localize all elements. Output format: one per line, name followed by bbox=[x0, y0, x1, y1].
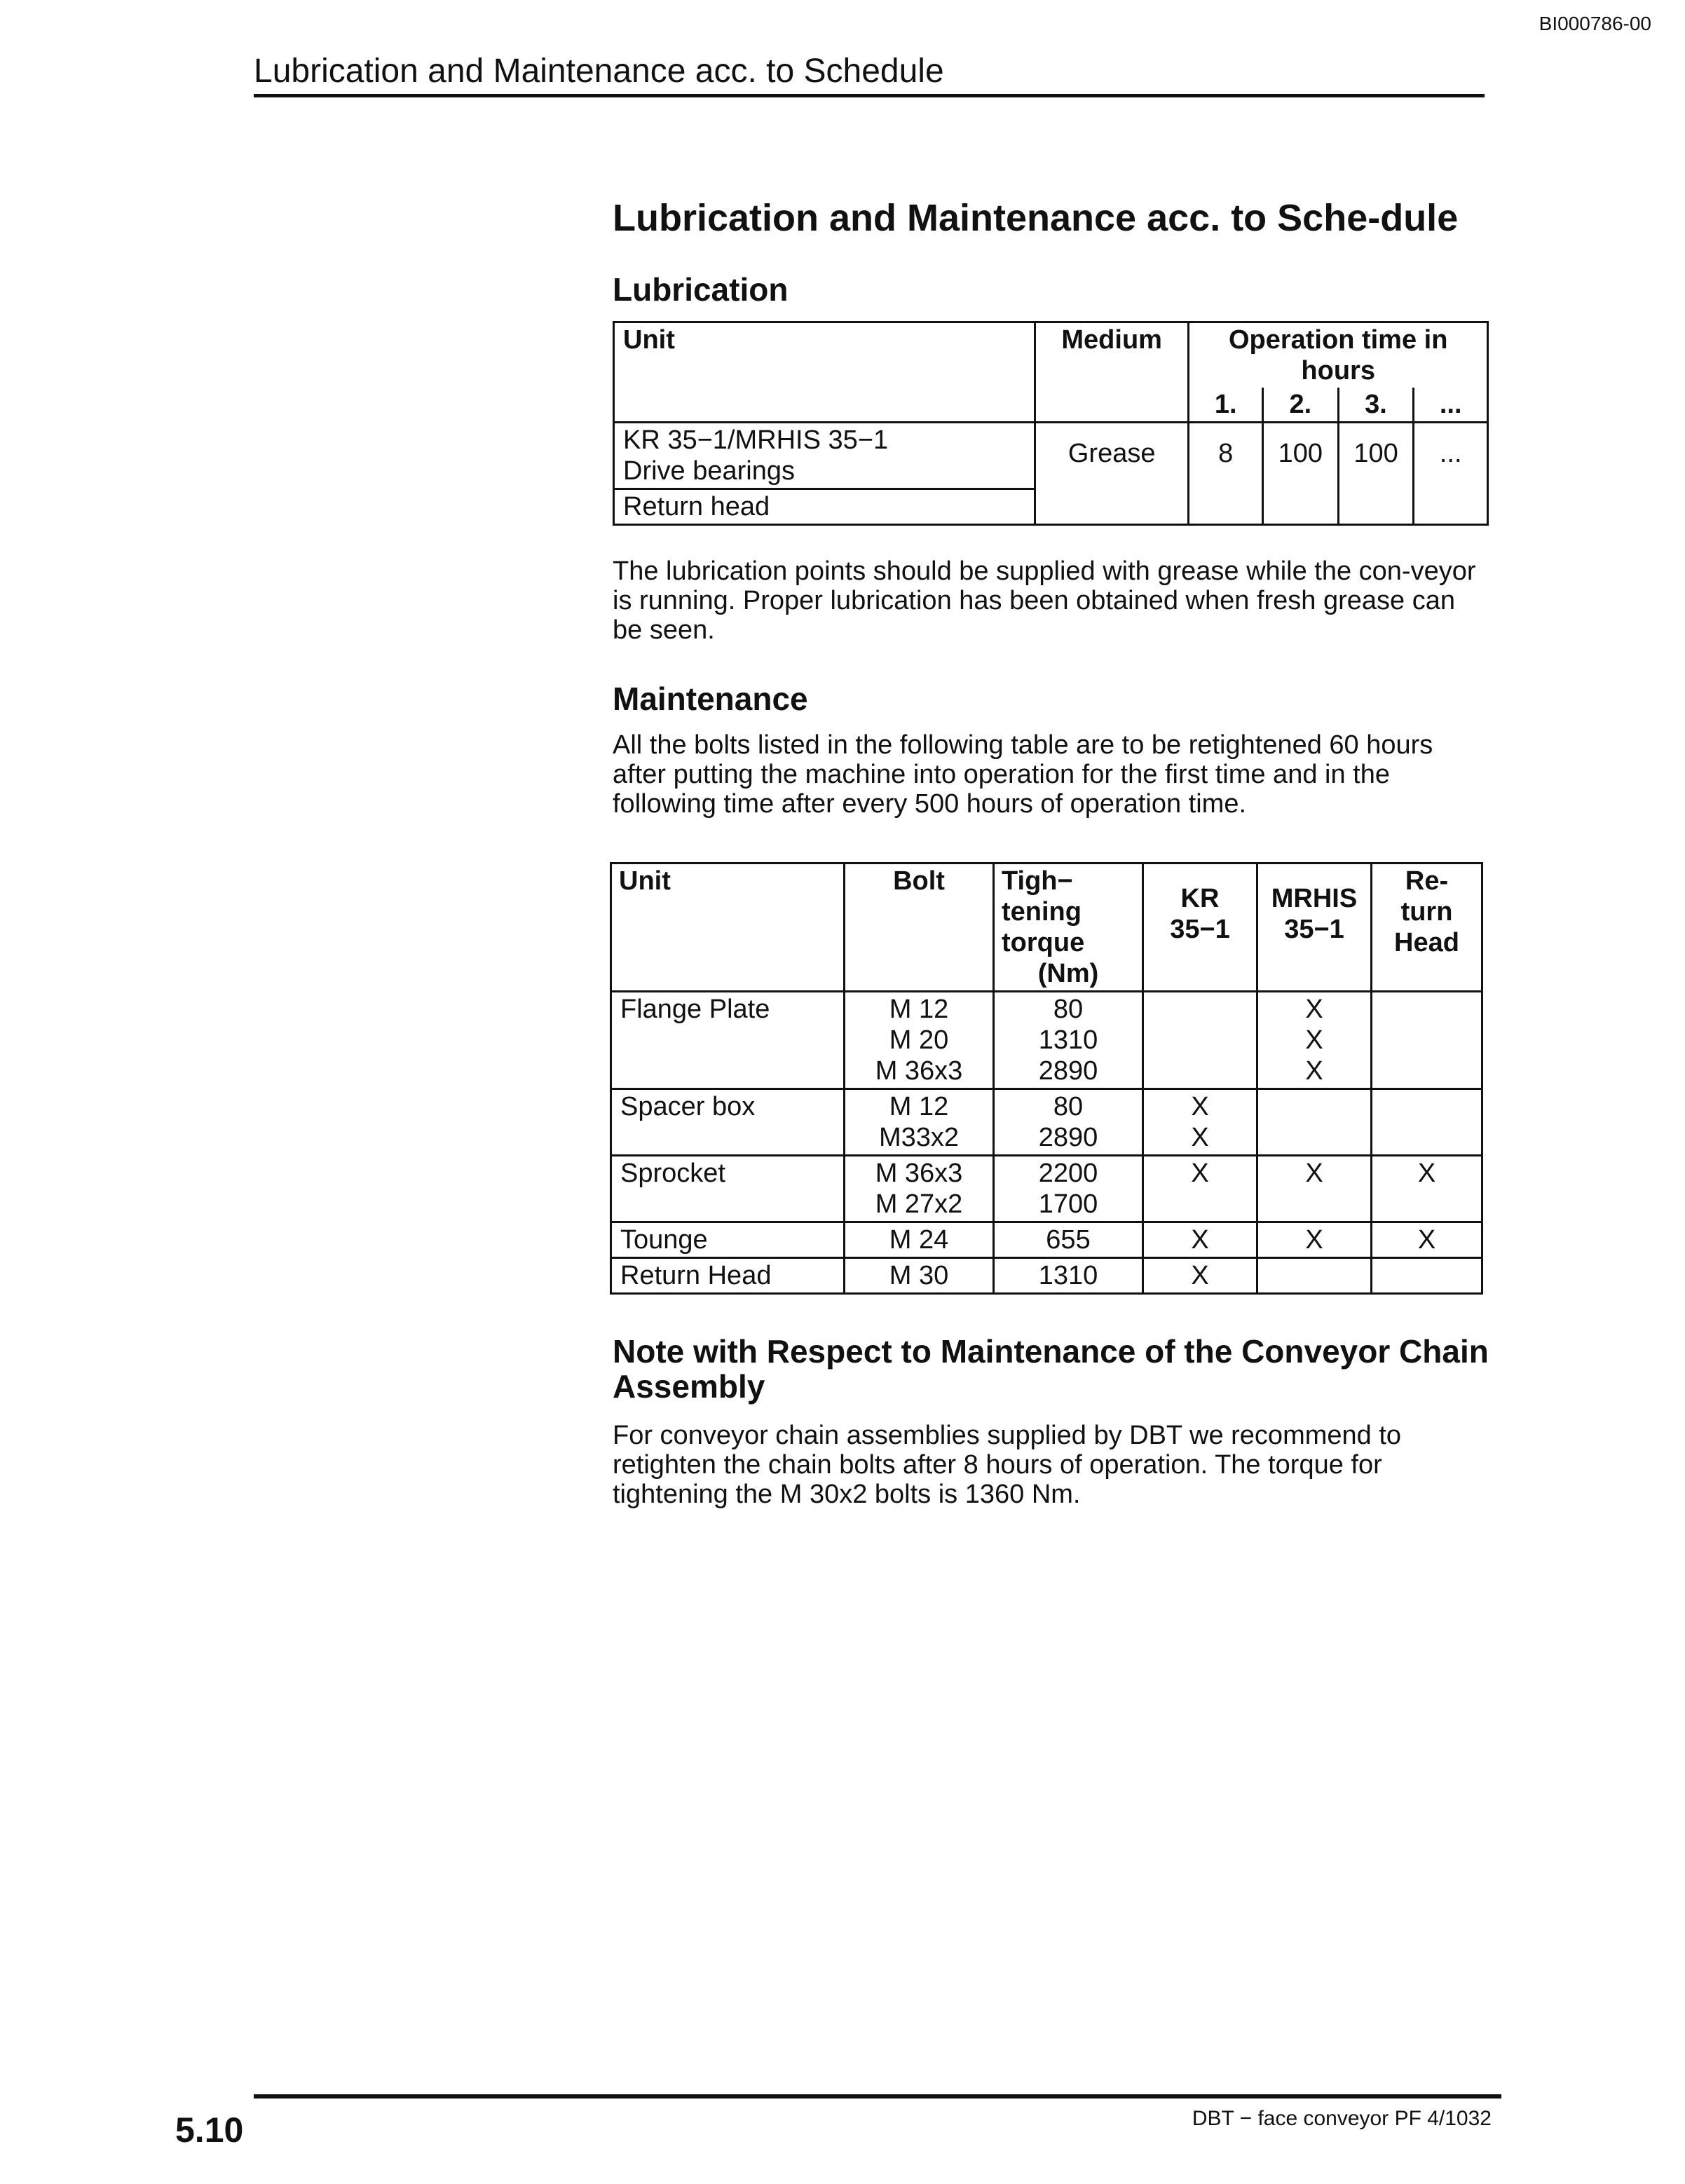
table-row bbox=[611, 992, 1482, 1089]
mt-return-head-marks bbox=[1372, 1258, 1482, 1294]
mt-unit: Spacer box bbox=[611, 1089, 845, 1156]
lub-interval-2: 2. bbox=[1262, 388, 1338, 423]
lub-header-medium: Medium bbox=[1035, 322, 1188, 423]
lub-interval-1: 1. bbox=[1189, 388, 1263, 423]
document-id: BI000786-00 bbox=[1539, 13, 1651, 34]
lub-unit-line: Drive bearings bbox=[623, 456, 795, 486]
mt-kr-marks bbox=[1143, 992, 1257, 1089]
mt-header-torque: Tigh− tening torque (Nm) bbox=[994, 864, 1143, 992]
mt-mrhis-marks: X bbox=[1257, 1156, 1372, 1222]
mt-return-head-marks bbox=[1372, 1089, 1482, 1156]
mt-bolts: M 24 bbox=[845, 1222, 994, 1258]
lub-row-hours-1: 8 bbox=[1189, 423, 1263, 525]
lub-header-operation-time: Operation time in hours bbox=[1189, 322, 1488, 388]
mt-return-head-marks bbox=[1372, 992, 1482, 1089]
lub-row-medium: Grease bbox=[1035, 423, 1188, 525]
footer-title: DBT − face conveyor PF 4/1032 bbox=[1192, 2107, 1492, 2130]
lub-row-hours-more: ... bbox=[1414, 423, 1488, 525]
table-row bbox=[611, 1258, 1482, 1294]
lub-row-unit bbox=[614, 423, 1035, 489]
mt-kr-marks: X bbox=[1143, 1222, 1257, 1258]
table-row bbox=[611, 1222, 1482, 1258]
mt-kr-marks: X bbox=[1143, 1258, 1257, 1294]
running-header: Lubrication and Maintenance acc. to Schedule bbox=[254, 55, 1485, 97]
mt-header-mrhis: MRHIS 35−1 bbox=[1257, 864, 1372, 992]
mt-torques: 80 1310 2890 bbox=[994, 992, 1143, 1089]
mt-mrhis-marks bbox=[1257, 1089, 1372, 1156]
mt-torques: 80 2890 bbox=[994, 1089, 1143, 1156]
lub-row-hours-2: 100 bbox=[1262, 423, 1338, 525]
chain-note-text: For conveyor chain assemblies supplied by DBT we recommend to retighten the chain bolts after 8 hours of operation. The torque for tightening the M 30x2 bolts is 1360 Nm. bbox=[613, 1421, 1402, 1509]
mt-kr-marks: X X bbox=[1143, 1089, 1257, 1156]
page-number: 5.10 bbox=[175, 2110, 244, 2150]
mt-bolts: M 36x3 M 27x2 bbox=[845, 1156, 994, 1222]
mt-header-unit: Unit bbox=[611, 864, 845, 992]
mt-torques: 655 bbox=[994, 1222, 1143, 1258]
mt-header-bolt: Bolt bbox=[845, 864, 994, 992]
maintenance-intro: All the bolts listed in the following table are to be retightened 60 hours after putting the machine into operation for the first time and in the following time after every 500 hours of operation time. bbox=[613, 730, 1433, 819]
mt-header-kr: KR 35−1 bbox=[1143, 864, 1257, 992]
mt-bolts: M 12 M33x2 bbox=[845, 1089, 994, 1156]
mt-unit: Return Head bbox=[611, 1258, 845, 1294]
mt-header-return-head: Re- turn Head bbox=[1372, 864, 1482, 992]
lubrication-heading: Lubrication bbox=[613, 271, 789, 308]
lub-interval-3: 3. bbox=[1338, 388, 1414, 423]
mt-unit: Flange Plate bbox=[611, 992, 845, 1089]
lub-interval-more: ... bbox=[1414, 388, 1488, 423]
lubrication-table bbox=[613, 321, 1489, 526]
mt-bolts: M 12 M 20 M 36x3 bbox=[845, 992, 994, 1089]
mt-return-head-marks: X bbox=[1372, 1156, 1482, 1222]
mt-mrhis-marks bbox=[1257, 1258, 1372, 1294]
mt-bolts: M 30 bbox=[845, 1258, 994, 1294]
mt-mrhis-marks: X bbox=[1257, 1222, 1372, 1258]
mt-mrhis-marks: X X X bbox=[1257, 992, 1372, 1089]
lub-row-hours-3: 100 bbox=[1338, 423, 1414, 525]
lub-header-unit: Unit bbox=[614, 322, 1035, 423]
mt-unit: Sprocket bbox=[611, 1156, 845, 1222]
mt-return-head-marks: X bbox=[1372, 1222, 1482, 1258]
mt-torques: 1310 bbox=[994, 1258, 1143, 1294]
page-title: Lubrication and Maintenance acc. to Sche-dule bbox=[613, 197, 1459, 239]
table-row bbox=[611, 1156, 1482, 1222]
footer-rule bbox=[254, 2094, 1501, 2098]
lub-unit-line: KR 35−1/MRHIS 35−1 bbox=[623, 425, 889, 455]
lub-unit-line: Return head bbox=[614, 489, 1035, 525]
mt-torques: 2200 1700 bbox=[994, 1156, 1143, 1222]
maintenance-heading: Maintenance bbox=[613, 681, 808, 717]
maintenance-table bbox=[610, 862, 1483, 1295]
chain-note-heading: Note with Respect to Maintenance of the Conveyor Chain Assembly bbox=[613, 1333, 1489, 1405]
page-content bbox=[613, 196, 1489, 1509]
mt-unit: Tounge bbox=[611, 1222, 845, 1258]
lubrication-note: The lubrication points should be supplied with grease while the con-veyor is running. Proper lubrication has been obtained when fresh grease can be seen. bbox=[613, 557, 1476, 645]
mt-kr-marks: X bbox=[1143, 1156, 1257, 1222]
table-row bbox=[611, 1089, 1482, 1156]
